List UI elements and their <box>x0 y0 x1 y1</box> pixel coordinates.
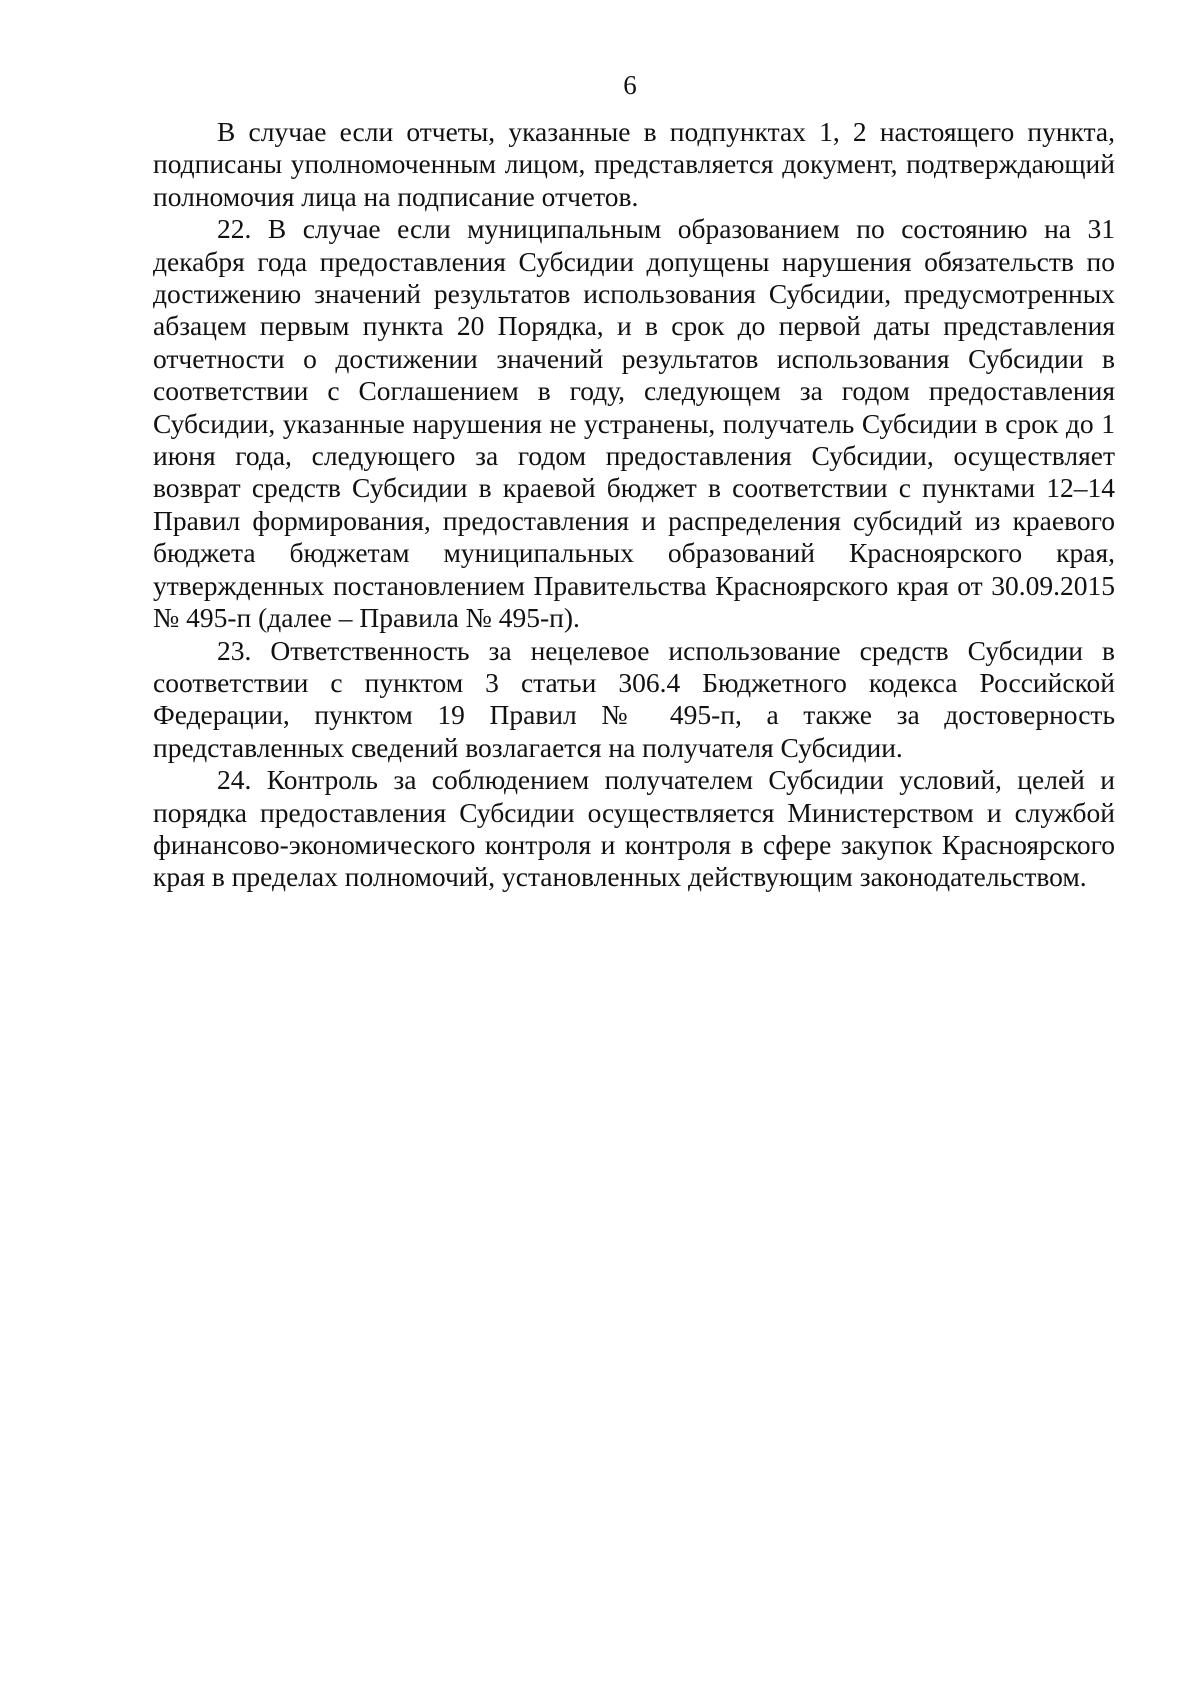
paragraph-signed-reports: В случае если отчеты, указанные в подпунктах 1, 2 настоящего пункта, подписаны уполномоченным лицом, представляется документ, подтверждающий полномочия лица на подписание отчетов. <box>153 116 1115 212</box>
paragraph-24: 24. Контроль за соблюдением получателем Субсидии условий, целей и порядка предоставления Субсидии осуществляется Министерством и службой финансово-экономического контроля и контроля в сфере закупок Красноярского края в пределах полномочий, установленных действующим законодательством. <box>153 764 1115 893</box>
paragraph-22: 22. В случае если муниципальным образованием по состоянию на 31 декабря года предоставления Субсидии допущены нарушения обязательств по достижению значений результатов использования Субсидии, предусмотренных абзацем первым пункта 20 Порядка, и в срок до первой даты представления отчетности о достижении значений результатов использования Субсидии в соответствии с Соглашением в году, следующем за годом предоставления Субсидии, указанные нарушения не устранены, получатель Субсидии в срок до 1 июня года, следующего за годом предоставления Субсидии, осуществляет возврат средств Субсидии в краевой бюджет в соответствии с пунктами 12–14 Правил формирования, предоставления и распределения субсидий из краевого бюджета бюджетам муниципальных образований Красноярского края, утвержденных постановлением Правительства Красноярского края от 30.09.2015 № 495-п (далее – Правила № 495-п). <box>153 213 1115 634</box>
document-body <box>153 116 1115 894</box>
page-number: 6 <box>623 70 637 100</box>
paragraph-23: 23. Ответственность за нецелевое использование средств Субсидии в соответствии с пунктом 3 статьи 306.4 Бюджетного кодекса Российской Федерации, пунктом 19 Правил № 495-п, а также за достоверность представленных сведений возлагается на получателя Субсидии. <box>153 634 1115 763</box>
